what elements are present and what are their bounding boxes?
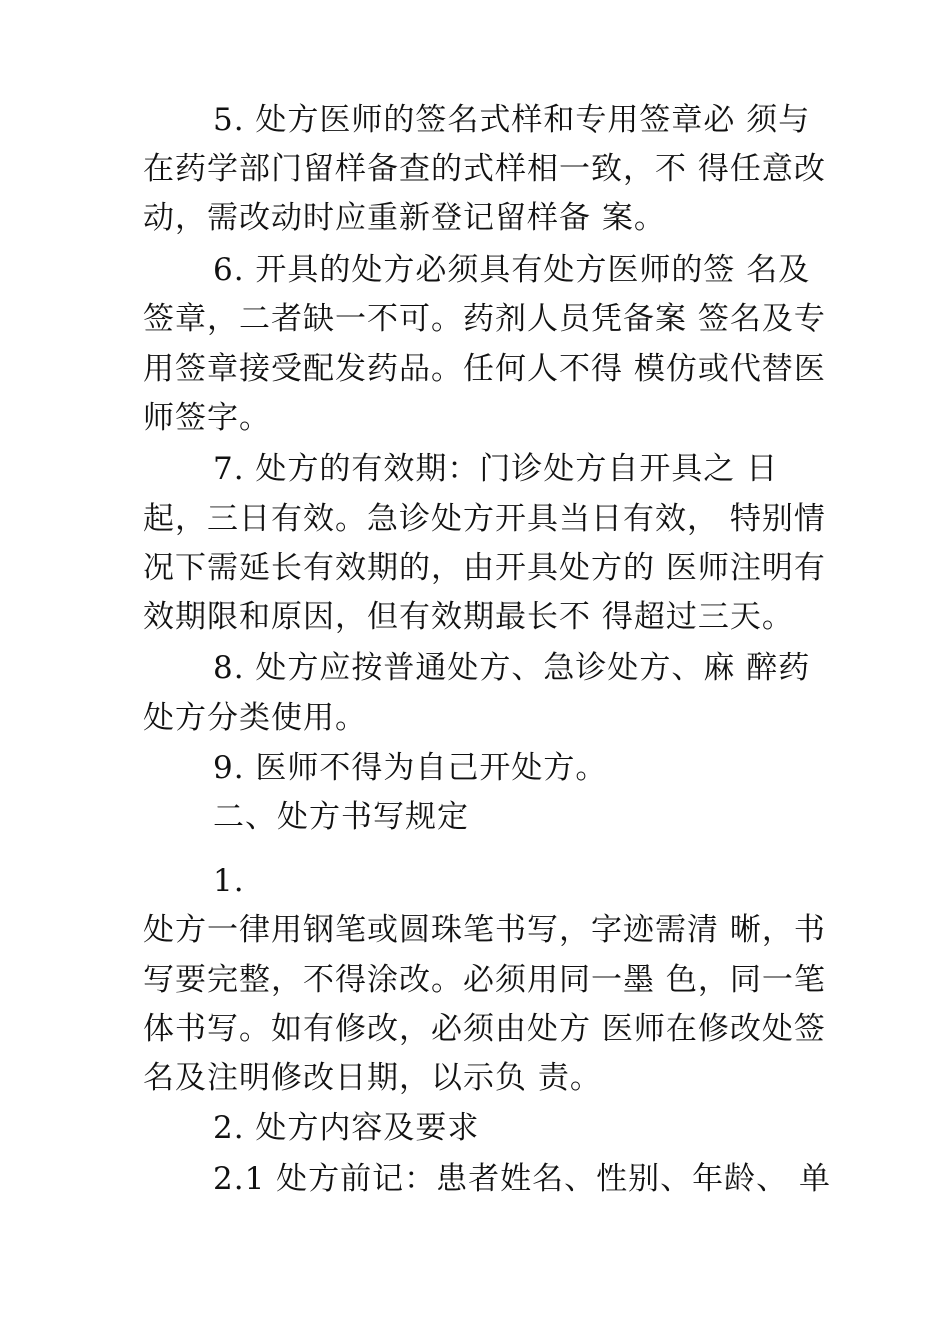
text-line: 动，需改动时应重新登记留样备 案。 [143, 200, 666, 236]
section-heading: 二、处方书写规定 [213, 799, 469, 835]
text-line: 9. 医师不得为自己开处方。 [213, 750, 608, 786]
text-line: 签章，二者缺一不可。药剂人员凭备案 签名及专 [143, 301, 826, 337]
text-line: 名及注明修改日期，以示负 责。 [143, 1060, 602, 1096]
text-line: 处方分类使用。 [143, 700, 367, 736]
text-line: 在药学部门留样备查的式样相一致，不 得任意改 [143, 151, 826, 187]
text-line: 效期限和原因，但有效期最长不 得超过三天。 [143, 599, 794, 635]
text-line: 写要完整，不得涂改。必须用同一墨 色，同一笔 [143, 962, 826, 998]
text-line: 处方一律用钢笔或圆珠笔书写，字迹需清 晰，书 [143, 912, 826, 948]
text-line: 况下需延长有效期的，由开具处方的 医师注明有 [143, 550, 826, 586]
text-line: 8. 处方应按普通处方、急诊处方、麻 醉药 [213, 650, 811, 686]
text-line: 体书写。如有修改，必须由处方 医师在修改处签 [143, 1011, 826, 1047]
text-line: 起，三日有效。急诊处方开具当日有效， 特别情 [143, 501, 826, 537]
text-line: 6. 开具的处方必须具有处方医师的签 名及 [213, 252, 811, 288]
text-line: 5. 处方医师的签名式样和专用签章必 须与 [213, 102, 811, 138]
text-line: 2. 处方内容及要求 [213, 1110, 480, 1146]
text-line: 师签字。 [143, 400, 271, 436]
text-line: 用签章接受配发药品。任何人不得 模仿或代替医 [143, 351, 826, 387]
text-line: 2.1 处方前记：患者姓名、性别、年龄、 单 [213, 1161, 832, 1197]
text-line: 1. [213, 863, 245, 899]
text-line: 7. 处方的有效期：门诊处方自开具之 日 [213, 451, 779, 487]
